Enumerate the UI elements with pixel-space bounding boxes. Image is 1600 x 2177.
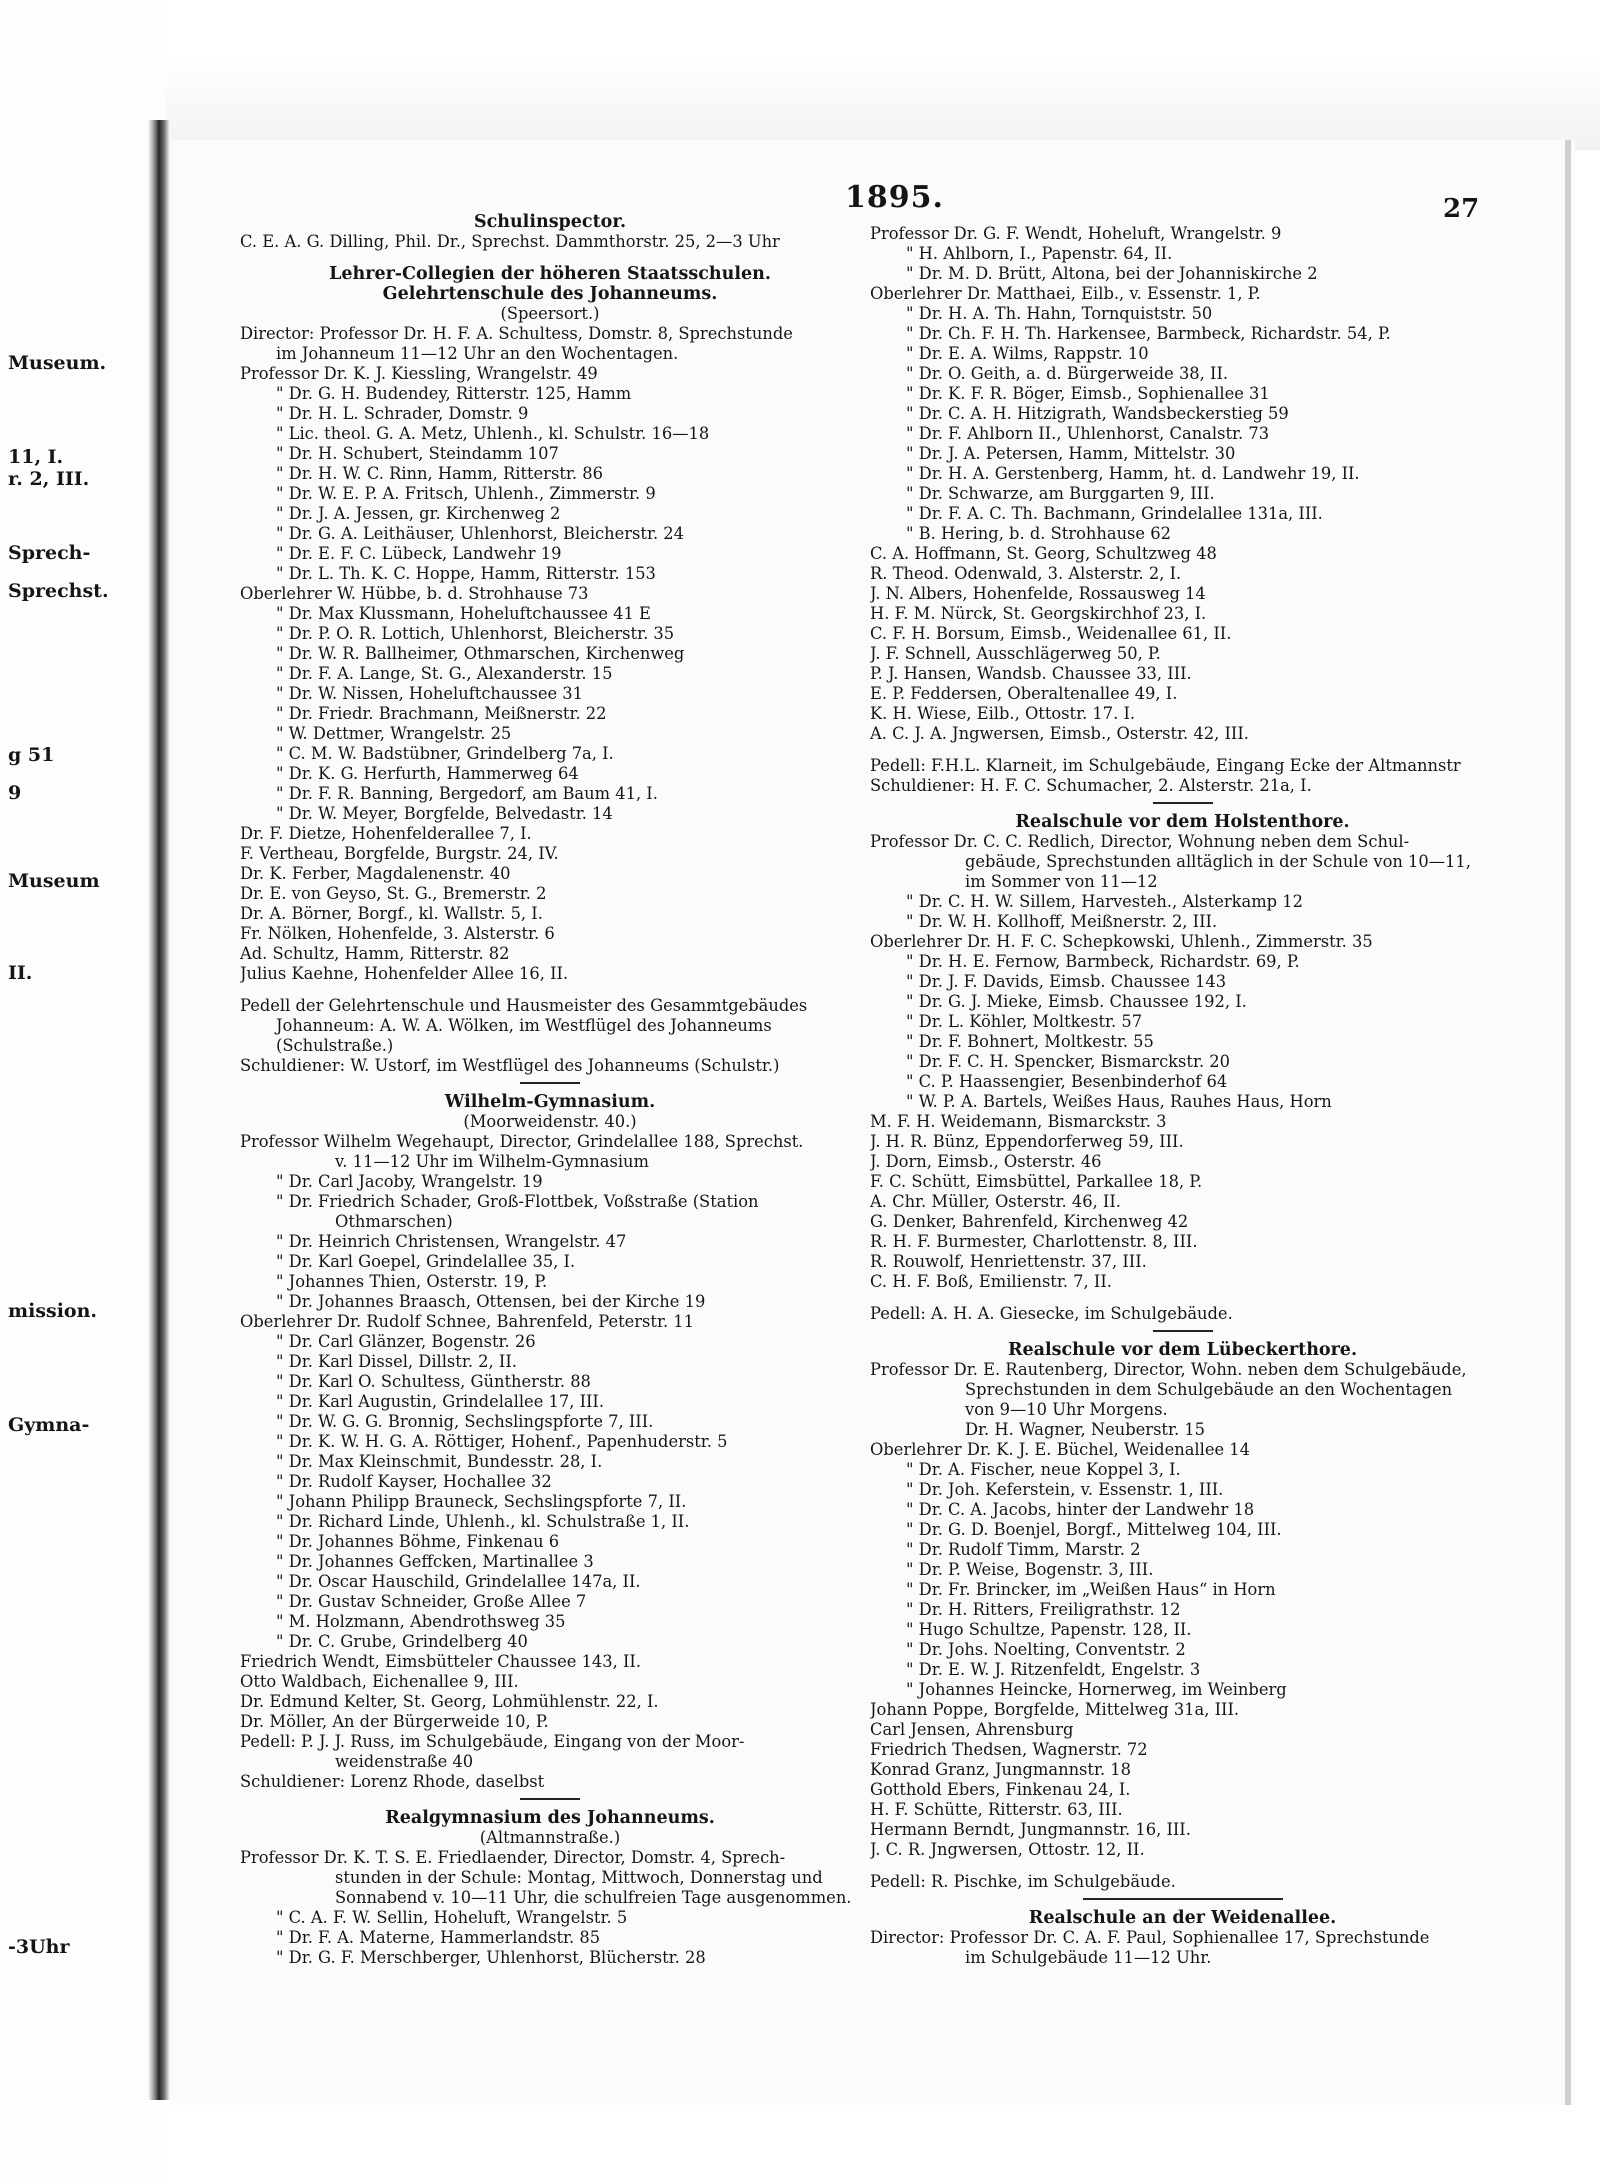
directory-entry: H. F. M. Nürck, St. Georgskirchhof 23, I. bbox=[870, 604, 1207, 623]
section-divider bbox=[520, 1798, 580, 1800]
previous-page-text-fragment: g 51 bbox=[8, 744, 55, 766]
section-divider bbox=[1153, 1330, 1213, 1332]
directory-entry: Ad. Schultz, Hamm, Ritterstr. 82 bbox=[240, 944, 510, 963]
section-heading: Wilhelm-Gymnasium. bbox=[444, 1092, 656, 1112]
previous-page-text-fragment: 9 bbox=[8, 782, 22, 804]
directory-entry: F. Vertheau, Borgfelde, Burgstr. 24, IV. bbox=[240, 844, 559, 863]
directory-entry: Dr. F. Dietze, Hohenfelderallee 7, I. bbox=[240, 824, 532, 843]
directory-entry: Friedrich Wendt, Eimsbütteler Chaussee 143, II. bbox=[240, 1652, 642, 1671]
directory-entry: Professor Dr. C. C. Redlich, Director, Wohnung neben dem Schul- bbox=[870, 832, 1410, 851]
directory-entry: " Dr. Karl Dissel, Dillstr. 2, II. bbox=[276, 1352, 517, 1371]
directory-entry: Dr. Möller, An der Bürgerweide 10, P. bbox=[240, 1712, 549, 1731]
directory-entry: " Dr. H. Ritters, Freiligrathstr. 12 bbox=[906, 1600, 1181, 1619]
directory-entry: im Sommer von 11—12 bbox=[965, 872, 1158, 891]
directory-entry: " Dr. H. W. C. Rinn, Hamm, Ritterstr. 86 bbox=[276, 464, 603, 483]
directory-entry: " Dr. Johannes Böhme, Finkenau 6 bbox=[276, 1532, 560, 1551]
directory-entry: Professor Dr. K. J. Kiessling, Wrangelstr. 49 bbox=[240, 364, 598, 383]
directory-entry: Konrad Granz, Jungmannstr. 18 bbox=[870, 1760, 1132, 1779]
directory-entry: " Dr. H. Schubert, Steindamm 107 bbox=[276, 444, 559, 463]
directory-entry: Otto Waldbach, Eichenallee 9, III. bbox=[240, 1672, 519, 1691]
directory-entry: Gotthold Ebers, Finkenau 24, I. bbox=[870, 1780, 1131, 1799]
directory-entry: F. C. Schütt, Eimsbüttel, Parkallee 18, P. bbox=[870, 1172, 1203, 1191]
directory-entry: " Dr. F. R. Banning, Bergedorf, am Baum 41, I. bbox=[276, 784, 658, 803]
directory-entry: Oberlehrer Dr. K. J. E. Büchel, Weidenallee 14 bbox=[870, 1440, 1250, 1459]
right-column bbox=[870, 224, 1495, 1968]
directory-entry: " Dr. Gustav Schneider, Große Allee 7 bbox=[276, 1592, 587, 1611]
directory-entry: " Dr. Joh. Keferstein, v. Essenstr. 1, III. bbox=[906, 1480, 1224, 1499]
section-heading: Gelehrtenschule des Johanneums. bbox=[382, 284, 718, 304]
directory-entry: " Dr. E. F. C. Lübeck, Landwehr 19 bbox=[276, 544, 562, 563]
directory-entry: J. H. R. Bünz, Eppendorferweg 59, III. bbox=[870, 1132, 1184, 1151]
page-edge bbox=[1565, 140, 1571, 2105]
directory-entry: " C. M. W. Badstübner, Grindelberg 7a, I. bbox=[276, 744, 614, 763]
directory-entry: " Dr. F. C. H. Spencker, Bismarckstr. 20 bbox=[906, 1052, 1231, 1071]
directory-entry: " Dr. Max Kleinschmit, Bundesstr. 28, I. bbox=[276, 1452, 603, 1471]
directory-entry: " Dr. P. O. R. Lottich, Uhlenhorst, Bleicherstr. 35 bbox=[276, 624, 675, 643]
directory-entry: J. C. R. Jngwersen, Ottostr. 12, II. bbox=[870, 1840, 1145, 1859]
directory-entry: M. F. H. Weidemann, Bismarckstr. 3 bbox=[870, 1112, 1167, 1131]
directory-entry: Director: Professor Dr. H. F. A. Schultess, Domstr. 8, Sprechstunde bbox=[240, 324, 793, 343]
directory-entry: P. J. Hansen, Wandsb. Chaussee 33, III. bbox=[870, 664, 1192, 683]
directory-entry: " Dr. C. A. Jacobs, hinter der Landwehr 18 bbox=[906, 1500, 1255, 1519]
directory-entry: " Johannes Heincke, Hornerweg, im Weinberg bbox=[906, 1680, 1287, 1699]
directory-entry: " W. P. A. Bartels, Weißes Haus, Rauhes Haus, Horn bbox=[906, 1092, 1332, 1111]
section-heading: Realgymnasium des Johanneums. bbox=[385, 1808, 715, 1828]
directory-entry: " Dr. E. W. J. Ritzenfeldt, Engelstr. 3 bbox=[906, 1660, 1201, 1679]
previous-page-edge bbox=[0, 0, 166, 2177]
directory-entry: " Dr. P. Weise, Bogenstr. 3, III. bbox=[906, 1560, 1154, 1579]
directory-entry: " Dr. G. A. Leithäuser, Uhlenhorst, Bleicherstr. 24 bbox=[276, 524, 685, 543]
directory-entry: J. N. Albers, Hohenfelde, Rossausweg 14 bbox=[870, 584, 1206, 603]
directory-entry: (Altmannstraße.) bbox=[479, 1828, 621, 1847]
scan-top-margin bbox=[0, 0, 1600, 150]
directory-entry: C. E. A. G. Dilling, Phil. Dr., Sprechst. Dammthorstr. 25, 2—3 Uhr bbox=[240, 232, 780, 251]
previous-page-text-fragment: II. bbox=[8, 962, 33, 984]
directory-entry: im Johanneum 11—12 Uhr an den Wochentagen. bbox=[276, 344, 679, 363]
directory-entry: Pedell: A. H. A. Giesecke, im Schulgebäude. bbox=[870, 1304, 1233, 1323]
directory-entry: " Dr. Richard Linde, Uhlenh., kl. Schulstraße 1, II. bbox=[276, 1512, 690, 1531]
directory-entry: Friedrich Thedsen, Wagnerstr. 72 bbox=[870, 1740, 1148, 1759]
directory-entry: " Dr. Carl Jacoby, Wrangelstr. 19 bbox=[276, 1172, 543, 1191]
directory-entry: Professor Dr. E. Rautenberg, Director, Wohn. neben dem Schulgebäude, bbox=[870, 1360, 1467, 1379]
page-number: 27 bbox=[1443, 194, 1480, 224]
previous-page-text-fragment: Gymna- bbox=[8, 1414, 90, 1436]
directory-entry: K. H. Wiese, Eilb., Ottostr. 17. I. bbox=[870, 704, 1136, 723]
previous-page-text-fragment: Sprechst. bbox=[8, 580, 109, 602]
directory-entry: " Dr. M. D. Brütt, Altona, bei der Johanniskirche 2 bbox=[906, 264, 1318, 283]
previous-page-text-fragment: mission. bbox=[8, 1300, 98, 1322]
directory-entry: " Dr. W. H. Kollhoff, Meißnerstr. 2, III. bbox=[906, 912, 1218, 931]
directory-entry: " B. Hering, b. d. Strohhause 62 bbox=[906, 524, 1171, 543]
directory-entry: " Dr. J. A. Petersen, Hamm, Mittelstr. 30 bbox=[906, 444, 1236, 463]
section-divider bbox=[1153, 802, 1213, 804]
directory-entry: Director: Professor Dr. C. A. F. Paul, Sophienallee 17, Sprechstunde bbox=[870, 1928, 1430, 1947]
directory-entry: " Dr. Rudolf Timm, Marstr. 2 bbox=[906, 1540, 1141, 1559]
directory-entry: " Dr. Friedr. Brachmann, Meißnerstr. 22 bbox=[276, 704, 607, 723]
directory-entry: " Dr. W. Nissen, Hoheluftchaussee 31 bbox=[276, 684, 583, 703]
directory-entry: Pedell: P. J. J. Russ, im Schulgebäude, Eingang von der Moor- bbox=[240, 1732, 745, 1751]
directory-entry: v. 11—12 Uhr im Wilhelm-Gymnasium bbox=[335, 1152, 649, 1171]
directory-entry: " Johannes Thien, Osterstr. 19, P. bbox=[276, 1272, 548, 1291]
directory-entry: H. F. Schütte, Ritterstr. 63, III. bbox=[870, 1800, 1123, 1819]
directory-entry: Dr. E. von Geyso, St. G., Bremerstr. 2 bbox=[240, 884, 547, 903]
spacer bbox=[870, 744, 1495, 756]
directory-entry: Oberlehrer Dr. H. F. C. Schepkowski, Uhlenh., Zimmerstr. 35 bbox=[870, 932, 1373, 951]
directory-entry: " Dr. Oscar Hauschild, Grindelallee 147a, II. bbox=[276, 1572, 641, 1591]
directory-entry: " Dr. G. J. Mieke, Eimsb. Chaussee 192, I. bbox=[906, 992, 1247, 1011]
directory-entry: A. Chr. Müller, Osterstr. 46, II. bbox=[870, 1192, 1121, 1211]
directory-entry: " Dr. Fr. Brincker, im „Weißen Haus“ in Horn bbox=[906, 1580, 1276, 1599]
directory-entry: Pedell der Gelehrtenschule und Hausmeister des Gesammtgebäudes bbox=[240, 996, 808, 1015]
directory-entry: " Dr. W. R. Ballheimer, Othmarschen, Kirchenweg bbox=[276, 644, 685, 663]
directory-entry: " Dr. C. H. W. Sillem, Harvesteh., Alsterkamp 12 bbox=[906, 892, 1303, 911]
directory-entry: Dr. A. Börner, Borgf., kl. Wallstr. 5, I. bbox=[240, 904, 543, 923]
directory-entry: Schuldiener: W. Ustorf, im Westflügel des Johanneums (Schulstr.) bbox=[240, 1056, 780, 1075]
directory-entry: " C. A. F. W. Sellin, Hoheluft, Wrangelstr. 5 bbox=[276, 1908, 628, 1927]
directory-entry: " Dr. Carl Glänzer, Bogenstr. 26 bbox=[276, 1332, 536, 1351]
directory-entry: Sonnabend v. 10—11 Uhr, die schulfreien Tage ausgenommen. bbox=[335, 1888, 852, 1907]
directory-entry: A. C. J. A. Jngwersen, Eimsb., Osterstr. 42, III. bbox=[870, 724, 1249, 743]
directory-entry: " Lic. theol. G. A. Metz, Uhlenh., kl. Schulstr. 16—18 bbox=[276, 424, 710, 443]
directory-entry: " Dr. W. G. G. Bronnig, Sechslingspforte 7, III. bbox=[276, 1412, 654, 1431]
directory-entry: im Schulgebäude 11—12 Uhr. bbox=[965, 1948, 1212, 1967]
directory-entry: " Dr. F. Bohnert, Moltkestr. 55 bbox=[906, 1032, 1154, 1051]
directory-entry: " Dr. E. A. Wilms, Rappstr. 10 bbox=[906, 344, 1149, 363]
book-gutter bbox=[148, 120, 170, 2100]
directory-entry: " Dr. Ch. F. H. Th. Harkensee, Barmbeck, Richardstr. 54, P. bbox=[906, 324, 1391, 343]
previous-page-text-fragment: Museum bbox=[8, 870, 100, 892]
spacer bbox=[240, 984, 860, 996]
directory-entry: Professor Dr. G. F. Wendt, Hoheluft, Wrangelstr. 9 bbox=[870, 224, 1282, 243]
directory-entry: " Dr. Schwarze, am Burggarten 9, III. bbox=[906, 484, 1215, 503]
spacer bbox=[240, 252, 860, 264]
directory-entry: " Dr. A. Fischer, neue Koppel 3, I. bbox=[906, 1460, 1181, 1479]
directory-entry: " Dr. F. A. C. Th. Bachmann, Grindelallee 131a, III. bbox=[906, 504, 1323, 523]
directory-entry: " Dr. G. F. Merschberger, Uhlenhorst, Blücherstr. 28 bbox=[276, 1948, 706, 1967]
directory-entry: " Dr. Friedrich Schader, Groß-Flottbek, Voßstraße (Station bbox=[276, 1192, 759, 1211]
directory-entry: " Dr. H. A. Th. Hahn, Tornquiststr. 50 bbox=[906, 304, 1213, 323]
directory-entry: " Dr. H. E. Fernow, Barmbeck, Richardstr. 69, P. bbox=[906, 952, 1300, 971]
section-heading: Lehrer-Collegien der höheren Staatsschulen. bbox=[329, 264, 771, 284]
directory-entry: G. Denker, Bahrenfeld, Kirchenweg 42 bbox=[870, 1212, 1189, 1231]
directory-entry: " Dr. K. G. Herfurth, Hammerweg 64 bbox=[276, 764, 579, 783]
section-heading: Schulinspector. bbox=[473, 212, 627, 232]
previous-page-text-fragment: Museum. bbox=[8, 352, 107, 374]
directory-entry: " Dr. J. A. Jessen, gr. Kirchenweg 2 bbox=[276, 504, 561, 523]
section-heading: Realschule an der Weidenallee. bbox=[1028, 1908, 1337, 1928]
directory-entry: " Dr. H. A. Gerstenberg, Hamm, ht. d. Landwehr 19, II. bbox=[906, 464, 1360, 483]
directory-entry: " Johann Philipp Brauneck, Sechslingspforte 7, II. bbox=[276, 1492, 687, 1511]
directory-entry: " Dr. Heinrich Christensen, Wrangelstr. 47 bbox=[276, 1232, 627, 1251]
directory-entry: " Dr. Johs. Noelting, Conventstr. 2 bbox=[906, 1640, 1186, 1659]
directory-entry: " Dr. F. A. Lange, St. G., Alexanderstr. 15 bbox=[276, 664, 613, 683]
directory-entry: " Dr. F. A. Materne, Hammerlandstr. 85 bbox=[276, 1928, 601, 1947]
section-divider bbox=[520, 1082, 580, 1084]
directory-entry: Professor Dr. K. T. S. E. Friedlaender, Director, Domstr. 4, Sprech- bbox=[240, 1848, 786, 1867]
directory-entry: " Dr. L. Köhler, Moltkestr. 57 bbox=[906, 1012, 1143, 1031]
directory-entry: " Dr. W. Meyer, Borgfelde, Belvedastr. 14 bbox=[276, 804, 613, 823]
directory-entry: Sprechstunden in dem Schulgebäude an den Wochentagen bbox=[965, 1380, 1453, 1399]
previous-page-text-fragment: -3Uhr bbox=[8, 1936, 70, 1958]
directory-entry: Oberlehrer Dr. Matthaei, Eilb., v. Essenstr. 1, P. bbox=[870, 284, 1261, 303]
previous-page-text-fragment: r. 2, III. bbox=[8, 468, 90, 490]
directory-entry: Julius Kaehne, Hohenfelder Allee 16, II. bbox=[240, 964, 569, 983]
directory-entry: Othmarschen) bbox=[335, 1212, 453, 1231]
previous-page-text-fragment: 11, I. bbox=[8, 446, 64, 468]
directory-entry: " Dr. G. D. Boenjel, Borgf., Mittelweg 104, III. bbox=[906, 1520, 1282, 1539]
directory-entry: " Dr. L. Th. K. C. Hoppe, Hamm, Ritterstr. 153 bbox=[276, 564, 656, 583]
directory-entry: Johann Poppe, Borgfelde, Mittelweg 31a, III. bbox=[870, 1700, 1240, 1719]
directory-entry: Dr. H. Wagner, Neuberstr. 15 bbox=[965, 1420, 1206, 1439]
directory-entry: J. F. Schnell, Ausschlägerweg 50, P. bbox=[870, 644, 1161, 663]
directory-entry: R. H. F. Burmester, Charlottenstr. 8, III. bbox=[870, 1232, 1198, 1251]
directory-entry: " Dr. Karl Augustin, Grindelallee 17, III. bbox=[276, 1392, 605, 1411]
directory-entry: R. Theod. Odenwald, 3. Alsterstr. 2, I. bbox=[870, 564, 1182, 583]
previous-page-text-fragment: Sprech- bbox=[8, 542, 91, 564]
directory-entry: Schuldiener: Lorenz Rhode, daselbst bbox=[240, 1772, 545, 1791]
directory-entry: " C. P. Haassengier, Besenbinderhof 64 bbox=[906, 1072, 1228, 1091]
directory-entry: " Dr. J. F. Davids, Eimsb. Chaussee 143 bbox=[906, 972, 1227, 991]
directory-entry: " Dr. K. W. H. G. A. Röttiger, Hohenf., Papenhuderstr. 5 bbox=[276, 1432, 728, 1451]
directory-entry: Carl Jensen, Ahrensburg bbox=[870, 1720, 1074, 1739]
directory-entry: " M. Holzmann, Abendrothsweg 35 bbox=[276, 1612, 566, 1631]
directory-entry: " Dr. Max Klussmann, Hoheluftchaussee 41 E bbox=[276, 604, 651, 623]
directory-entry: C. H. F. Boß, Emilienstr. 7, II. bbox=[870, 1272, 1112, 1291]
directory-entry: Pedell: R. Pischke, im Schulgebäude. bbox=[870, 1872, 1176, 1891]
directory-entry: " Dr. Karl O. Schultess, Güntherstr. 88 bbox=[276, 1372, 591, 1391]
directory-entry: " Dr. Rudolf Kayser, Hochallee 32 bbox=[276, 1472, 552, 1491]
directory-entry: Oberlehrer W. Hübbe, b. d. Strohhause 73 bbox=[240, 584, 589, 603]
directory-entry: " Dr. O. Geith, a. d. Bürgerweide 38, II. bbox=[906, 364, 1229, 383]
directory-entry: Hermann Berndt, Jungmannstr. 16, III. bbox=[870, 1820, 1191, 1839]
directory-entry: " Dr. F. Ahlborn II., Uhlenhorst, Canalstr. 73 bbox=[906, 424, 1270, 443]
directory-entry: " Dr. Johannes Braasch, Ottensen, bei der Kirche 19 bbox=[276, 1292, 706, 1311]
directory-entry: (Schulstraße.) bbox=[276, 1036, 394, 1055]
directory-entry: Johanneum: A. W. A. Wölken, im Westflügel des Johanneums bbox=[276, 1016, 772, 1035]
section-heading: Realschule vor dem Lübeckerthore. bbox=[1007, 1340, 1358, 1360]
spacer bbox=[870, 1292, 1495, 1304]
directory-entry: Pedell: F.H.L. Klarneit, im Schulgebäude, Eingang Ecke der Altmannstr bbox=[870, 756, 1461, 775]
directory-entry: stunden in der Schule: Montag, Mittwoch, Donnerstag und bbox=[335, 1868, 823, 1887]
directory-entry: Dr. K. Ferber, Magdalenenstr. 40 bbox=[240, 864, 511, 883]
directory-entry: R. Rouwolf, Henriettenstr. 37, III. bbox=[870, 1252, 1147, 1271]
directory-entry: Professor Wilhelm Wegehaupt, Director, Grindelallee 188, Sprechst. bbox=[240, 1132, 804, 1151]
directory-entry: (Moorweidenstr. 40.) bbox=[463, 1112, 637, 1131]
section-heading: Realschule vor dem Holstenthore. bbox=[1015, 812, 1350, 832]
directory-entry: " Dr. W. E. P. A. Fritsch, Uhlenh., Zimmerstr. 9 bbox=[276, 484, 656, 503]
directory-entry: E. P. Feddersen, Oberaltenallee 49, I. bbox=[870, 684, 1178, 703]
directory-entry: " Dr. K. F. R. Böger, Eimsb., Sophienallee 31 bbox=[906, 384, 1270, 403]
directory-entry: von 9—10 Uhr Morgens. bbox=[965, 1400, 1168, 1419]
directory-entry: " H. Ahlborn, I., Papenstr. 64, II. bbox=[906, 244, 1173, 263]
directory-entry: weidenstraße 40 bbox=[335, 1752, 474, 1771]
page-header-year: 1895. bbox=[845, 180, 944, 215]
directory-entry: " Dr. C. A. H. Hitzigrath, Wandsbeckerstieg 59 bbox=[906, 404, 1289, 423]
directory-entry: Fr. Nölken, Hohenfelde, 3. Alsterstr. 6 bbox=[240, 924, 555, 943]
directory-entry: Schuldiener: H. F. C. Schumacher, 2. Alsterstr. 21a, I. bbox=[870, 776, 1312, 795]
directory-entry: " Dr. Johannes Geffcken, Martinallee 3 bbox=[276, 1552, 594, 1571]
section-divider bbox=[1083, 1898, 1283, 1900]
directory-entry: Dr. Edmund Kelter, St. Georg, Lohmühlenstr. 22, I. bbox=[240, 1692, 659, 1711]
directory-entry: " Dr. H. L. Schrader, Domstr. 9 bbox=[276, 404, 529, 423]
directory-entry: " Dr. C. Grube, Grindelberg 40 bbox=[276, 1632, 528, 1651]
directory-entry: Oberlehrer Dr. Rudolf Schnee, Bahrenfeld, Peterstr. 11 bbox=[240, 1312, 695, 1331]
spacer bbox=[870, 1860, 1495, 1872]
directory-entry: " W. Dettmer, Wrangelstr. 25 bbox=[276, 724, 512, 743]
directory-entry: C. A. Hoffmann, St. Georg, Schultzweg 48 bbox=[870, 544, 1217, 563]
directory-entry: C. F. H. Borsum, Eimsb., Weidenallee 61, II. bbox=[870, 624, 1232, 643]
directory-entry: (Speersort.) bbox=[500, 304, 600, 323]
left-column bbox=[240, 212, 860, 1968]
directory-entry: " Dr. G. H. Budendey, Ritterstr. 125, Hamm bbox=[276, 384, 632, 403]
directory-entry: J. Dorn, Eimsb., Osterstr. 46 bbox=[870, 1152, 1102, 1171]
directory-entry: " Hugo Schultze, Papenstr. 128, II. bbox=[906, 1620, 1192, 1639]
directory-entry: gebäude, Sprechstunden alltäglich in der Schule von 10—11, bbox=[965, 852, 1471, 871]
directory-entry: " Dr. Karl Goepel, Grindelallee 35, I. bbox=[276, 1252, 576, 1271]
